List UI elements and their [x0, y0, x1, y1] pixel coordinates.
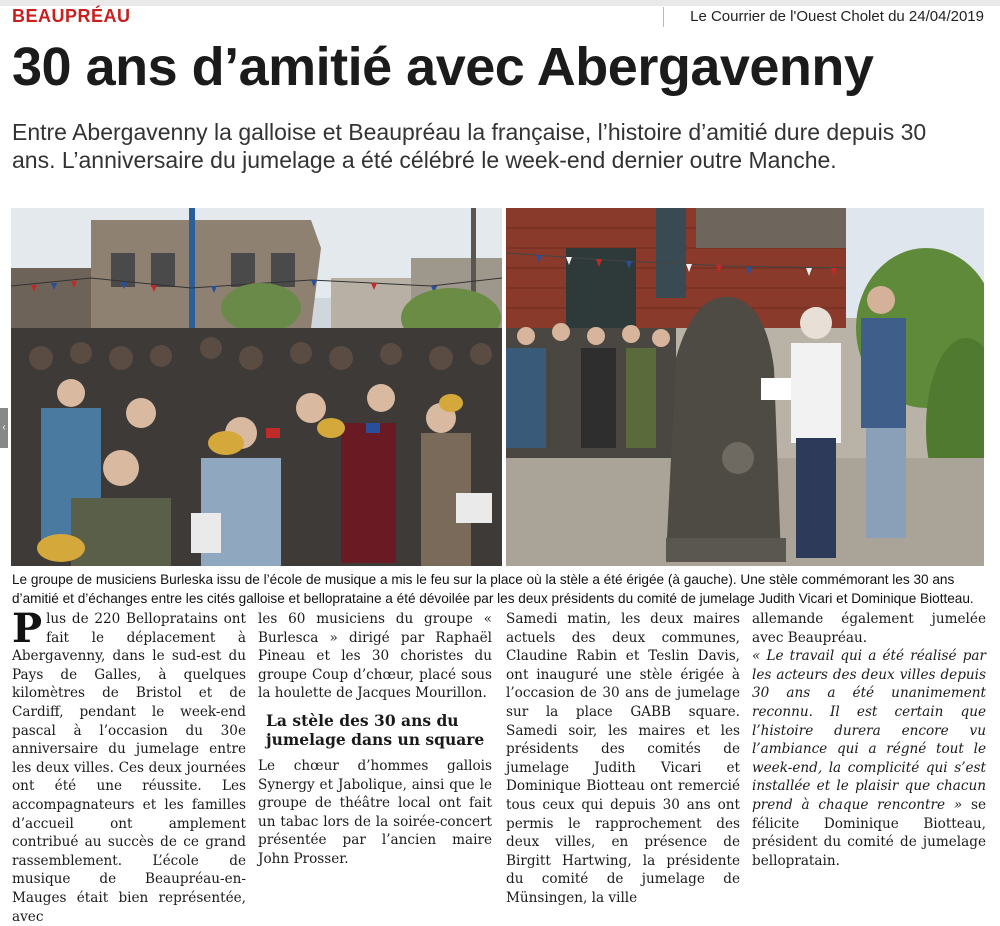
body-column-1: [12, 605, 246, 926]
section-label: BEAUPRÉAU: [12, 6, 131, 26]
source-divider: [663, 7, 664, 27]
body-column-3: [506, 610, 740, 908]
photo-musicians: [11, 208, 502, 566]
body-column-2: [258, 610, 492, 869]
col4a-text: allemande également jumelée avec Beaupréau.: [752, 611, 986, 646]
top-rule: [0, 0, 1000, 6]
col2b-text: Le chœur d’hommes gallois Synergy et Jabolique, ainsi que le groupe de théâtre local ont fait un tabac lors de la soirée-concert présentée par l’ancien maire John Prosser.: [258, 757, 492, 867]
source-line: Le Courrier de l'Ouest Cholet du 24/04/2019: [690, 8, 984, 25]
chevron-left-icon[interactable]: ‹: [0, 408, 8, 448]
article-lede: Entre Abergavenny la galloise et Beaupréau la française, l’histoire d’amitié dure depuis 30 ans. L’anniversaire du jumelage a été célébré le week-end dernier outre Manche.: [12, 119, 927, 173]
col2a-text: les 60 musiciens du groupe « Burlesca » dirigé par Raphaël Pineau et les 30 choristes du groupe Coup d’chœur, placé sous la houlette de Jacques Mourillon.: [258, 611, 492, 702]
subheading: La stèle des 30 ans du jumelage dans un square: [266, 710, 485, 749]
photo-caption: Le groupe de musiciens Burleska issu de l’école de musique a mis le feu sur la place où la stèle a été érigée (à gauche). Une stèle commémorant les 30 ans d’amitié et d’échanges entre les cités galloise et belloprataine a été dévoilée par les deux présidents du comité de jumelage Judith Vicari et Dominique Biotteau.: [12, 572, 974, 606]
article-title: 30 ans d’amitié avec Abergavenny: [12, 37, 874, 97]
col4b-text: se félicite Dominique Biotteau, président du comité de jumelage bellopratain.: [752, 796, 986, 869]
col3-text: Samedi matin, les deux maires actuels des deux communes, Claudine Rabin et Teslin Davis, ont inauguré une stèle érigée à l’occasion de 30 ans de jumelage sur la place GABB square. Samedi soir, les maires et les présidents des comités de jumelage Judith Vicari et Dominique Biotteau ont remercié tous ceux qui depuis 30 ans ont permis le rapprochement des deux villes, en présence de Birgitt Hartwing, la présidente du comité de jumelage de Münsingen, la ville: [506, 611, 740, 906]
photo-stele: [506, 208, 984, 566]
quote-text: « Le travail qui a été réalisé par les acteurs des deux villes depuis 30 ans a été unanimement reconnu. Il est certain que l’histoire durera encore vu l’ambiance qui a régné tout le week-end, la complicité qui s’est installée et le plaisir que chacun prend à chaque rencontre »: [752, 648, 986, 813]
dropcap: P: [12, 605, 43, 652]
col1-text: lus de 220 Bellopratains ont fait le déplacement à Abergavenny, dans le sud-est du Pays de Galles, à quelques kilomètres de Bristol et de Cardiff, pendant le week-end pascal à l’occasion du 30e anniversaire du jumelage entre les deux villes. Ces deux journées ont été une réussite. Les accompagnateurs et les familles d’accueil ont amplement contribué au succès de ce grand rassemblement. L’école de musique de Beaupréau-en-Mauges était bien représentée, avec: [12, 611, 246, 925]
body-column-4: [752, 610, 986, 870]
